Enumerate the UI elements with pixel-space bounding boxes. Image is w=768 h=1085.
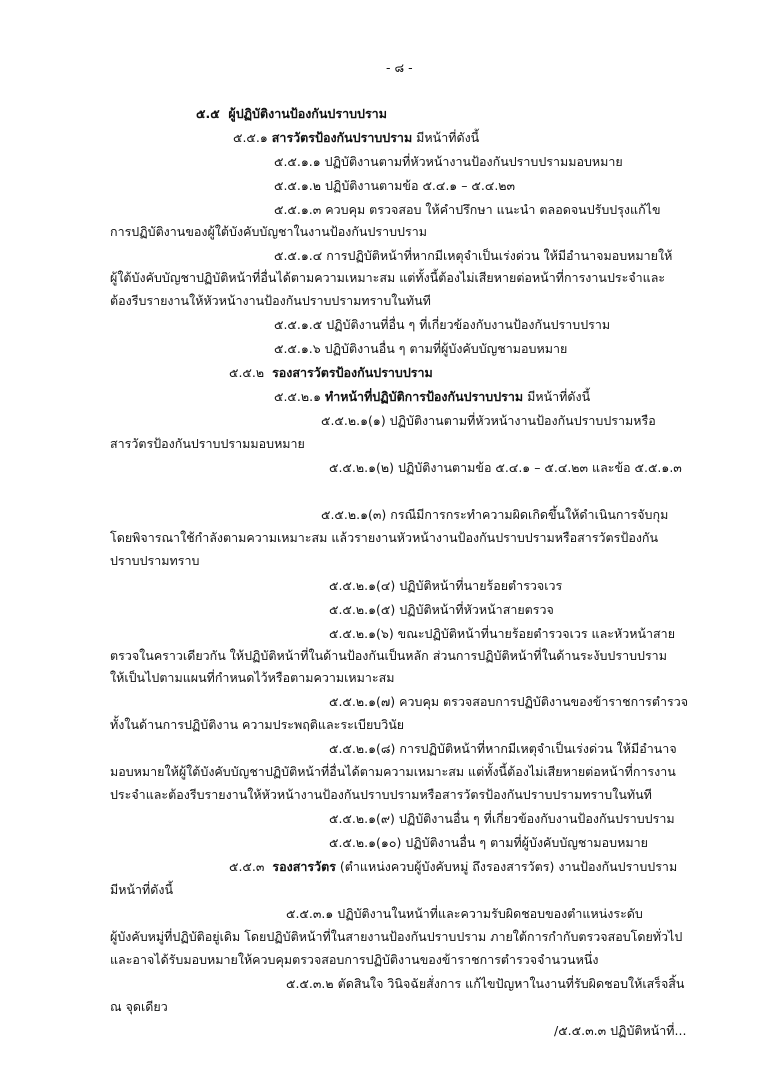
item-5-5-1-3-line2: การปฏิบัติงานของผู้ใต้บังคับบัญชาในงานป้องกันปราบปราม: [110, 224, 427, 239]
item-5-5-2-1-9: ๕.๕.๒.๑(๙) ปฏิบัติงานอื่น ๆ ที่เกี่ยวข้องกับงานป้องกันปราบปราม: [329, 811, 675, 826]
section-number: ๕.๕.๓: [229, 859, 265, 874]
item-5-5-1-6: ๕.๕.๑.๖ ปฏิบัติงานอื่น ๆ ตามที่ผู้บังคับบัญชามอบหมาย: [274, 341, 568, 356]
item-5-5-2-1-1-line2: สารวัตรป้องกันปราบปรามมอบหมาย: [110, 436, 305, 451]
item-5-5-1-4-line1: ๕.๕.๑.๔ การปฏิบัติหน้าที่หากมีเหตุจำเป็นเร่งด่วน ให้มีอำนาจมอบหมายให้: [274, 248, 673, 263]
item-5-5-1-4-line3: ต้องรีบรายงานให้หัวหน้างานป้องกันปราบปรามทราบในทันที: [110, 293, 431, 308]
section-title: ผู้ปฏิบัติงานป้องกันปราบปราม: [228, 106, 387, 121]
item-5-5-2-1-4: ๕.๕.๒.๑(๔) ปฏิบัติหน้าที่นายร้อยตำรวจเวร: [329, 578, 563, 593]
section-5-5-2-1-heading: [274, 387, 590, 407]
item-5-5-2-1-8-line1: ๕.๕.๒.๑(๘) การปฏิบัติหน้าที่หากมีเหตุจำเป็นเร่งด่วน ให้มีอำนาจ: [329, 741, 677, 756]
item-5-5-2-1-2: ๕.๕.๒.๑(๒) ปฏิบัติงานตามข้อ ๕.๔.๑ – ๕.๔.๒๓ และข้อ ๕.๕.๑.๓: [329, 460, 682, 475]
item-5-5-2-1-10: ๕.๕.๒.๑(๑๐) ปฏิบัติงานอื่น ๆ ตามที่ผู้บังคับบัญชามอบหมาย: [329, 835, 648, 850]
subsection-title: ทำหน้าที่ปฏิบัติการป้องกันปราบปราม: [325, 389, 524, 404]
item-5-5-1-4-line2: ผู้ใต้บังคับบัญชาปฏิบัติหน้าที่อื่นได้ตามความเหมาะสม แต่ทั้งนี้ต้องไม่เสียหายต่อหน้าที่การงานประจำและ: [110, 270, 666, 285]
section-number: ๕.๕: [196, 106, 220, 121]
section-5-5-3-heading: [229, 857, 677, 877]
item-5-5-1-3-line1: ๕.๕.๑.๓ ควบคุม ตรวจสอบ ให้คำปรึกษา แนะนำ ตลอดจนปรับปรุงแก้ไข: [274, 202, 661, 217]
item-5-5-3-2-line2: ณ จุดเดียว: [110, 999, 168, 1014]
item-5-5-2-1-3-line3: ปราบปรามทราบ: [110, 553, 200, 568]
item-5-5-3-2-line1: ๕.๕.๓.๒ ตัดสินใจ วินิจฉัยสั่งการ แก้ไขปัญหาในงานที่รับผิดชอบให้เสร็จสิ้น: [286, 976, 685, 991]
section-title: รองสารวัตรป้องกันปราบปราม: [272, 365, 433, 380]
section-title: สารวัตรป้องกันปราบปราม: [271, 130, 413, 145]
section-5-5-3-line2: มีหน้าที่ดังนี้: [110, 882, 174, 897]
item-5-5-2-1-7-line1: ๕.๕.๒.๑(๗) ควบคุม ตรวจสอบการปฏิบัติงานของข้าราชการตำรวจ: [329, 694, 689, 709]
section-5-5-2-heading: [229, 363, 433, 383]
item-5-5-2-1-7-line2: ทั้งในด้านการปฏิบัติงาน ความประพฤติและระเบียบวินัย: [110, 717, 405, 732]
subsection-number: ๕.๕.๒.๑: [274, 389, 322, 404]
item-5-5-3-1-line3: และอาจได้รับมอบหมายให้ควบคุมตรวจสอบการปฏิบัติงานของข้าราชการตำรวจจำนวนหนึ่ง: [110, 952, 599, 967]
item-5-5-3-1-line1: ๕.๕.๓.๑ ปฏิบัติงานในหน้าที่และความรับผิดชอบของตำแหน่งระดับ: [286, 906, 643, 921]
item-5-5-2-1-1-line1: ๕.๕.๒.๑(๑) ปฏิบัติงานตามที่หัวหน้างานป้องกันปราบปรามหรือ: [321, 413, 656, 428]
item-5-5-2-1-8-line2: มอบหมายให้ผู้ใต้บังคับบัญชาปฏิบัติหน้าที่อื่นได้ตามความเหมาะสม แต่ทั้งนี้ต้องไม่เสียหายต่อหน้าที่การงาน: [110, 764, 676, 779]
section-suffix: มีหน้าที่ดังนี้: [416, 130, 480, 145]
item-5-5-2-1-6-line1: ๕.๕.๒.๑(๖) ขณะปฏิบัติหน้าที่นายร้อยตำรวจเวร และหัวหน้าสาย: [329, 626, 676, 641]
item-5-5-2-1-3-line2: โดยพิจารณาใช้กำลังตามความเหมาะสม แล้วรายงานหัวหน้างานป้องกันปราบปรามหรือสารวัตรป้องกัน: [110, 530, 659, 545]
item-5-5-1-1: ๕.๕.๑.๑ ปฏิบัติงานตามที่หัวหน้างานป้องกันปราบปรามมอบหมาย: [274, 154, 623, 169]
item-5-5-2-1-6-line2: ตรวจในคราวเดียวกัน ให้ปฏิบัติหน้าที่ในด้านป้องกันเป็นหลัก ส่วนการปฏิบัติหน้าที่ในด้านระงับปราบปราม: [110, 648, 667, 663]
item-5-5-1-5: ๕.๕.๑.๕ ปฏิบัติงานที่อื่น ๆ ที่เกี่ยวข้องกับงานป้องกันปราบปราม: [274, 317, 611, 332]
section-5-5-1-heading: [233, 128, 479, 148]
section-number: ๕.๕.๒: [229, 365, 265, 380]
item-5-5-2-1-5: ๕.๕.๒.๑(๕) ปฏิบัติหน้าที่หัวหน้าสายตรวจ: [329, 602, 554, 617]
item-5-5-2-1-6-line3: ให้เป็นไปตามแผนที่กำหนดไว้หรือตามความเหมาะสม: [110, 670, 395, 685]
item-5-5-2-1-3-line1: ๕.๕.๒.๑(๓) กรณีมีการกระทำความผิดเกิดขึ้นให้ดำเนินการจับกุม: [321, 507, 669, 522]
section-title: รองสารวัตร: [272, 859, 336, 874]
item-5-5-3-1-line2: ผู้บังคับหมู่ที่ปฏิบัติอยู่เดิม โดยปฏิบัติหน้าที่ในสายงานป้องกันปราบปราม ภายใต้การกำกับตรวจสอบโดยทั่วไป: [110, 929, 683, 944]
section-number: ๕.๕.๑: [233, 130, 268, 145]
item-5-5-1-2: ๕.๕.๑.๒ ปฏิบัติงานตามข้อ ๕.๔.๑ – ๕.๔.๒๓: [274, 178, 516, 193]
item-5-5-2-1-8-line3: ประจำและต้องรีบรายงานให้หัวหน้างานป้องกันปราบปรามหรือสารวัตรป้องกันปราบปรามทราบในทันที: [110, 787, 652, 802]
page-number: - ๘ -: [386, 60, 413, 75]
section-suffix: (ตำแหน่งควบผู้บังคับหมู่ ถึงรองสารวัตร) งานป้องกันปราบปราม: [339, 859, 678, 874]
section-5-5-heading: [196, 104, 387, 124]
subsection-suffix: มีหน้าที่ดังนี้: [527, 389, 591, 404]
continuation-note: /๕.๕.๓.๓ ปฏิบัติหน้าที่...: [554, 1023, 687, 1038]
